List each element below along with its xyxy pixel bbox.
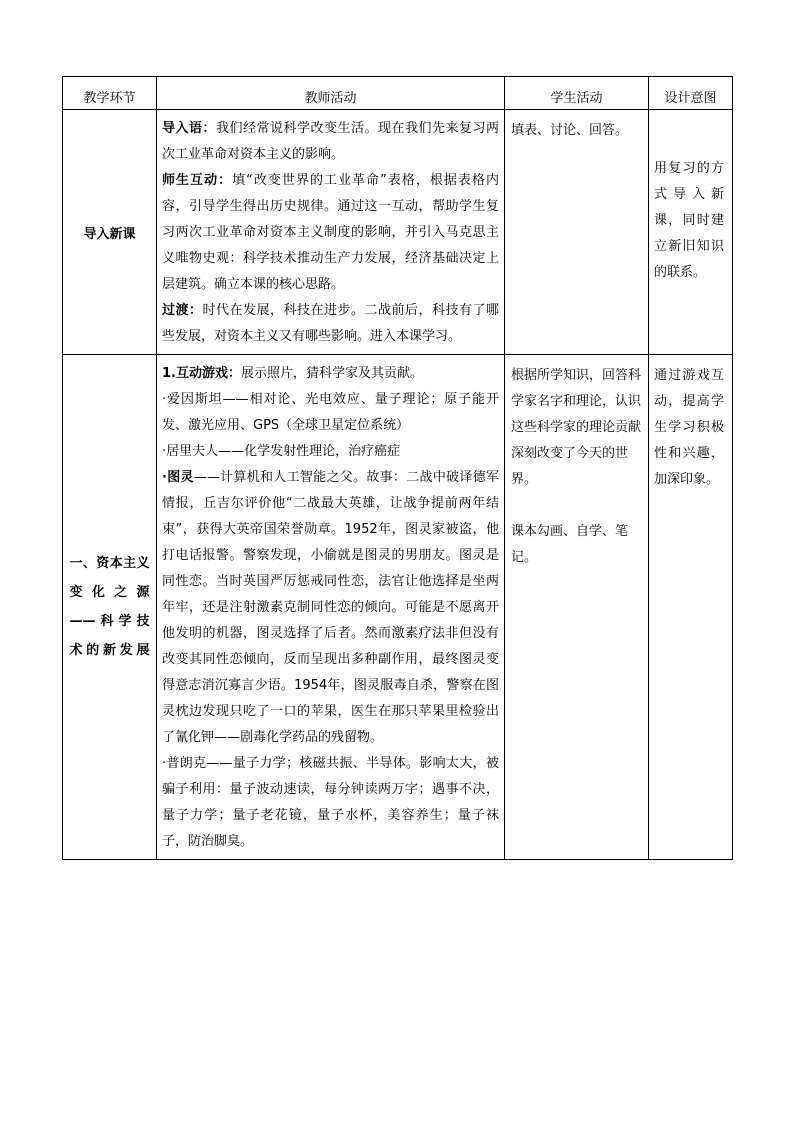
header-row	[63, 77, 733, 110]
intro-paragraph: 导入语：我们经常说科学改变生活。现在我们先来复习两次工业革命对资本主义的影响。	[162, 121, 499, 162]
intent-section-1: 通过游戏互动，提高学生学习积极性和兴趣，加深印象。	[649, 355, 733, 860]
scientist-item: ·爱因斯坦——相对论、光电效应、量子理论；原子能开发、激光应用、GPS（全球卫星定位系统）	[162, 392, 499, 433]
header-stage: 教学环节	[63, 77, 157, 110]
game-title: 1.互动游戏：展示照片，猜科学家及其贡献。	[162, 366, 423, 381]
scientist-item: ·图灵——计算机和人工智能之父。故事：二战中破译德军情报，丘吉尔评价他“二战最大英雄，让战争提前两年结束”，获得大英帝国荣誉勋章。1952年，图灵家被盗，他打电话报警。警察发现，小偷就是图灵的男朋友。图灵是同性恋。当时英国严厉惩戒同性恋，法官让他选择是坐两年牢，还是注射激素克制同性恋的倾向。可能是不愿离开他发明的机器，图灵选择了后者。然而激素疗法非但没有改变其同性恋倾向，反而呈现出多种副作用，最终图灵变得意志消沉寡言少语。1954年，图灵服毒自杀，警察在图灵枕边发现只吃了一口的苹果，医生在那只苹果里检验出了氰化钾——剧毒化学药品的残留物。	[162, 470, 499, 745]
header-teacher: 教师活动	[157, 77, 505, 110]
student-note: 课本勾画、自学、笔记。	[511, 524, 629, 565]
student-section-1	[505, 355, 649, 860]
lesson-plan-table	[62, 76, 733, 860]
student-intro: 填表、讨论、回答。	[505, 110, 649, 355]
header-intent: 设计意图	[649, 77, 733, 110]
teacher-intro	[157, 110, 505, 355]
transition-paragraph: 过渡：时代在发展，科技在进步。二战前后，科技有了哪些发展，对资本主义又有哪些影响。进入本课学习。	[162, 303, 499, 344]
interaction-paragraph: 师生互动：填“改变世界的工业革命”表格，根据表格内容，引导学生得出历史规律。通过这一互动，帮助学生复习两次工业革命对资本主义制度的影响，并引入马克思主义唯物史观：科学技术推动生产力发展，经济基础决定上层建筑。确立本课的核心思路。	[162, 173, 499, 292]
row-intro	[63, 110, 733, 355]
header-student: 学生活动	[505, 77, 649, 110]
scientist-item: ·居里夫人——化学发射性理论，治疗癌症	[162, 444, 401, 459]
stage-section-1: 一、资本主义 变化之源 ——科学技 术的新发展	[63, 355, 157, 860]
stage-intro: 导入新课	[63, 110, 157, 355]
intent-intro: 用复习的方式导入新课，同时建立新旧知识的联系。	[649, 110, 733, 355]
teacher-section-1	[157, 355, 505, 860]
row-section-1	[63, 355, 733, 860]
scientist-item: ·普朗克——量子力学；核磁共振、半导体。影响太大，被骗子利用：量子波动速读，每分钟读两万字；遇事不决，量子力学；量子老花镜，量子水杯，美容养生；量子袜子，防治脚臭。	[162, 756, 499, 849]
student-answer: 根据所学知识，回答科学家名字和理论，认识这些科学家的理论贡献深刻改变了今天的世界。	[511, 368, 642, 487]
